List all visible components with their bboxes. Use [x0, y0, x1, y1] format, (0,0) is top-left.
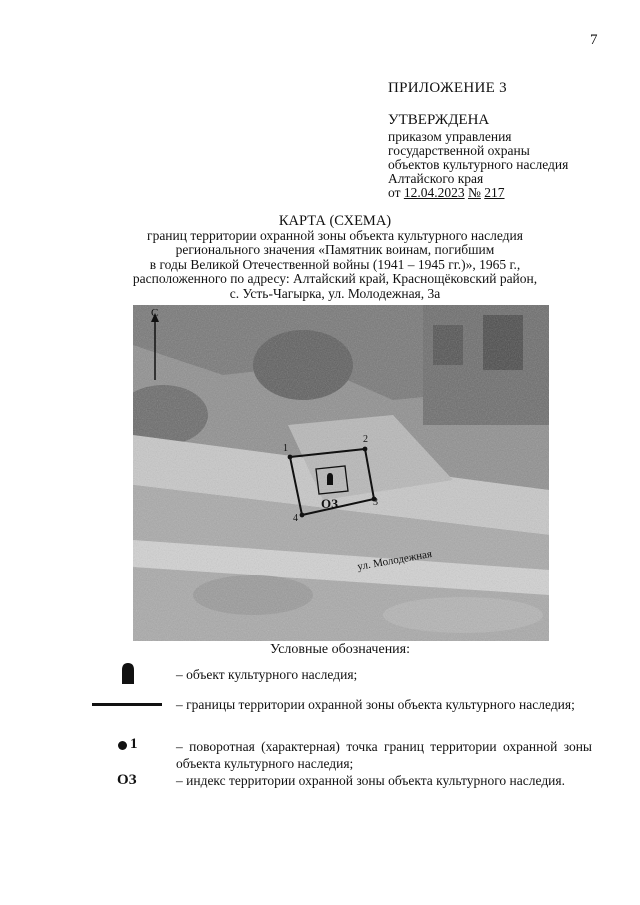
map-subtitle-line-2: регионального значения «Памятник воинам, погибшим [175, 242, 495, 257]
turn-point-1 [288, 455, 293, 460]
order-prefix: от [388, 185, 401, 200]
legend-monument-icon [120, 662, 136, 684]
point-label-4: 4 [293, 513, 298, 524]
map-title-block [100, 214, 570, 301]
map-image [133, 305, 549, 641]
legend-boundary-line [92, 703, 162, 706]
street-label: ул. Молодежная [356, 548, 433, 573]
legend-point-dot [118, 741, 127, 750]
order-date-line [388, 186, 628, 200]
page-number: 7 [590, 32, 598, 48]
map-subtitle-line-4: расположенного по адресу: Алтайский край, Краснощёковский район, [132, 271, 538, 286]
legend-boundary-text: – границы территории охранной зоны объекта культурного наследия; [176, 697, 575, 712]
order-line-3: объектов культурного наследия [388, 157, 569, 172]
appendix-heading: ПРИЛОЖЕНИЕ 3 [388, 80, 507, 96]
order-number: 217 [484, 185, 505, 200]
point-label-2: 2 [363, 434, 368, 445]
map-title: КАРТА (СХЕМА) [278, 213, 392, 229]
approved-heading: УТВЕРЖДЕНА [388, 112, 490, 128]
aerial-map [133, 305, 549, 641]
map-subtitle-line-3: в годы Великой Отечественной войны (1941 – 1945 гг.)», 1965 г., [149, 256, 521, 272]
order-date: 12.04.2023 [403, 185, 465, 200]
legend-index-text: – индекс территории охранной зоны объекта культурного наследия. [176, 773, 565, 788]
order-line-1: приказом управления [388, 129, 512, 144]
north-label: С [151, 307, 159, 319]
legend-point-number: 1 [130, 736, 138, 752]
order-line-2: государственной охраны [388, 143, 530, 158]
legend-monument-text: – объект культурного наследия; [176, 667, 358, 682]
order-block [388, 130, 628, 200]
legend-title: Условные обозначения: [269, 642, 411, 657]
turn-point-4 [300, 513, 305, 518]
order-number-sign: № [467, 185, 481, 200]
legend-point-text: – поворотная (характерная) точка границ территории охранной зоны объекта культурного наследия; [176, 739, 592, 771]
point-label-3: 3 [373, 497, 378, 508]
point-label-1: 1 [283, 443, 288, 454]
map-subtitle-line-5: с. Усть-Чагырка, ул. Молодежная, 3а [229, 285, 441, 301]
map-subtitle-line-1: границ территории охранной зоны объекта культурного наследия [147, 227, 523, 243]
order-line-4: Алтайского края [388, 171, 484, 186]
legend-index-symbol: ОЗ [117, 772, 137, 788]
turn-point-2 [363, 447, 368, 452]
monument-icon [327, 473, 333, 485]
zone-index-label: ОЗ [321, 496, 338, 511]
